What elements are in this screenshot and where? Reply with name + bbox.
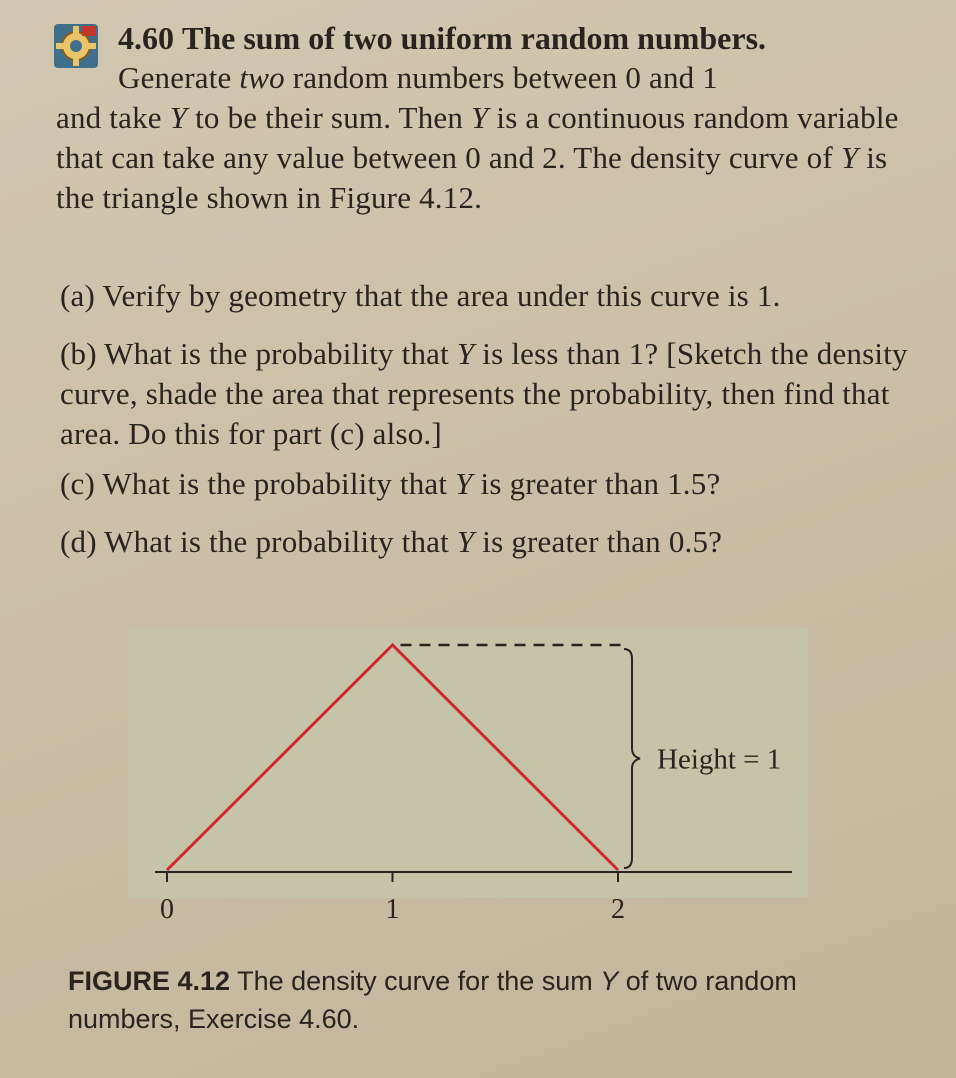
part-text: What is the probability that Y is greater than 1.5? [102,466,721,501]
height-annotation: Height = 1 [657,743,782,776]
figure-label: FIGURE 4.12 [68,966,231,996]
exercise-number: 4.60 [118,20,174,56]
part-label: (b) [60,336,97,371]
density-line [167,645,618,870]
part-text: What is the probability that Y is greater than 0.5? [104,524,723,559]
part-label: (d) [60,524,97,559]
x-tick-label: 1 [385,894,400,925]
part-label: (a) [60,278,96,313]
part-text: Verify by geometry that the area under this curve is 1. [102,278,781,313]
intro-rest: and take Y to be their sum. Then Y is a continuous random variable that can take any value between 0 and 2. The density curve of Y is the triangle shown in Figure 4.12. [56,100,899,215]
figure-caption [68,962,828,1038]
x-tick-label: 2 [611,894,625,925]
x-tick-label: 0 [160,894,174,925]
caption-text: The density curve for the sum Y of two random numbers, Exercise 4.60. [68,966,797,1034]
height-brace [624,649,640,868]
intro-line1: Generate two random numbers between 0 and 1 [118,60,719,95]
part-text: What is the probability that Y is less than 1? [Sketch the density curve, shade the area that represents the probability, then find that area. Do this for part (c) also.] [60,336,908,451]
exercise-title: The sum of two uniform random numbers. [182,20,767,56]
part-label: (c) [60,466,96,501]
